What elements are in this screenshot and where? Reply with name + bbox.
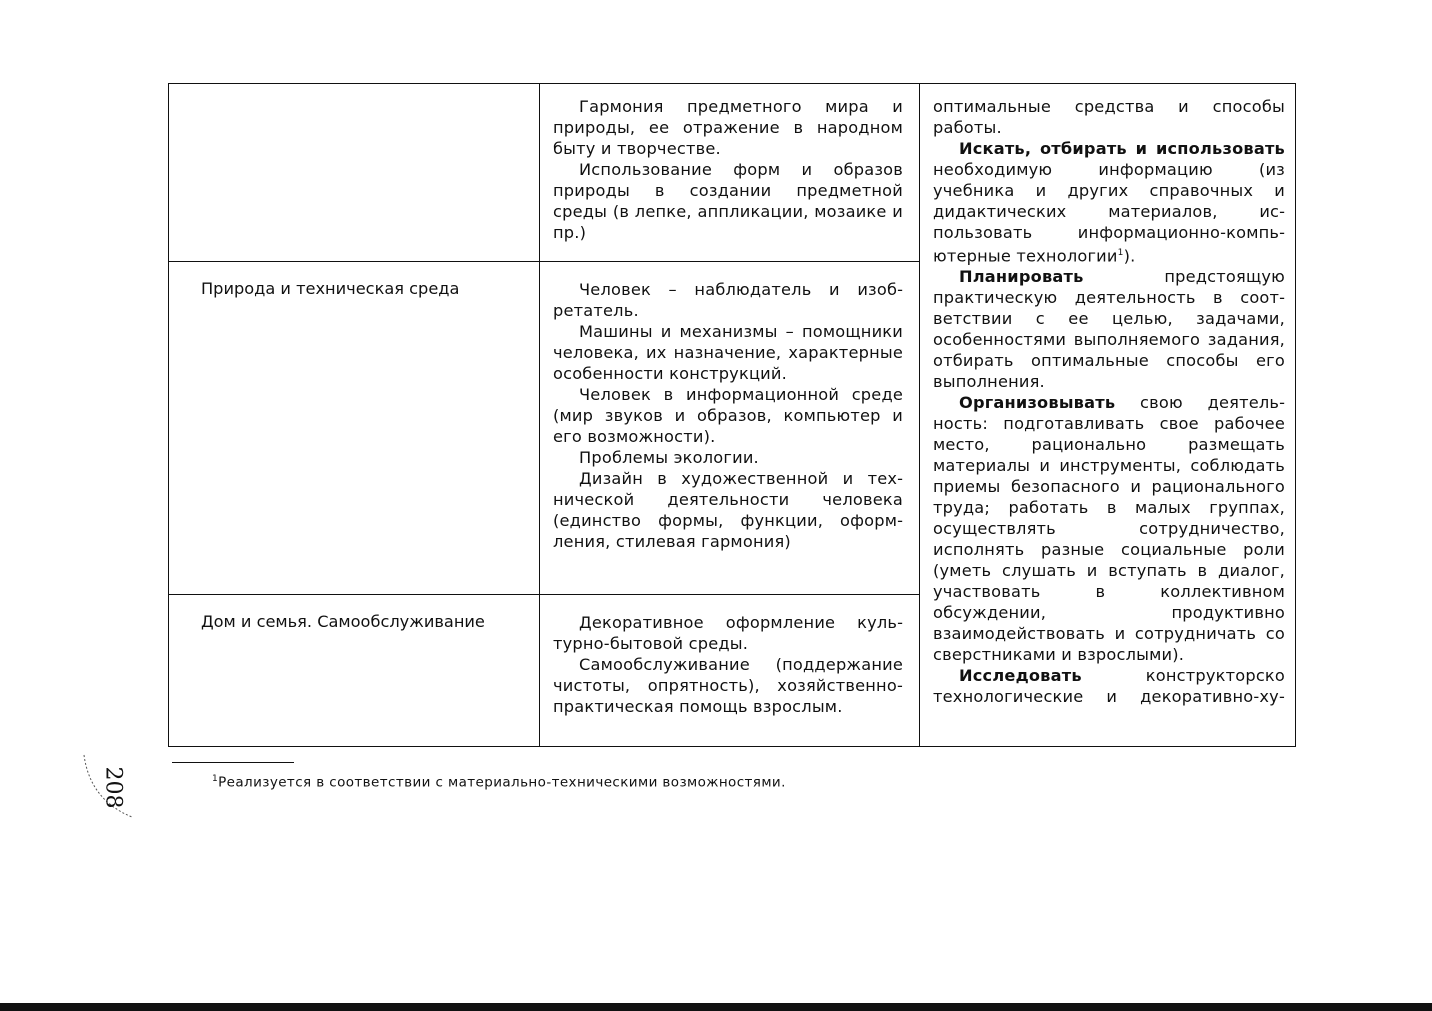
activity-text: конструкторско технологические и декоративно-ху- (933, 666, 1285, 707)
row-2-topic: Природа и техническая среда (201, 279, 460, 298)
activities-column (933, 96, 1285, 707)
row-2-content (553, 279, 903, 552)
content-paragraph: Человек – наблюдатель и изобретатель. (553, 280, 903, 320)
activity-text: свою деятельность: подготавливать свое рабочее место, рационально размещать материалы и инструменты, соблюдать приемы безопасного и рационального труда; работать в малых группах, осуществлять сотрудничество, исполнять разные социальные роли (уметь слушать и вступать в диалог, участвовать в коллективном обсуждении, продуктивно взаимодействовать и сотрудничать со сверстниками и взрослыми). (933, 393, 1285, 665)
footnote (212, 774, 786, 791)
footnote-text: Реализуется в соответствии с материально-техническими возможностями. (218, 774, 786, 791)
activity-paragraph (933, 665, 1285, 707)
content-paragraph: Дизайн в художественной и технической деятельности человека (единство формы, функции, оформления, стилевая гармония) (553, 469, 903, 551)
content-paragraph: Машины и механизмы – помощники человека, их назначение, характерные особенности конструкций. (553, 322, 903, 383)
content-paragraph: Гармония предметного мира и природы, ее отражение в народном быту и творчестве. (553, 97, 903, 158)
row-divider-1 (169, 261, 920, 262)
column-divider-1 (539, 84, 540, 746)
content-paragraph: Самообслуживание (поддержание чистоты, опрятность), хозяйственно-практическая помощь взрослым. (553, 655, 903, 716)
activity-paragraph: оптимальные средства и способы работы. (933, 97, 1285, 137)
row-3-topic: Дом и семья. Самообслуживание (201, 612, 485, 631)
footnote-mark: 1 (212, 774, 219, 784)
content-paragraph: Проблемы экологии. (579, 448, 759, 467)
activity-text: предстоящую практическую деятельность в соответствии с ее целью, задачами, особенностями выполняемого задания, отбирать оптимальные способы его выполнения. (933, 267, 1285, 392)
row-divider-2 (169, 594, 920, 595)
scan-edge (0, 1003, 1432, 1011)
activity-verb: Искать, отбирать и использовать (959, 139, 1285, 158)
row-3-content (553, 612, 903, 717)
content-paragraph: Декоративное оформление культурно-бытовой среды. (553, 613, 903, 653)
page-number: 208 (100, 766, 126, 809)
activity-paragraph (933, 266, 1285, 392)
activity-text-end: ). (1123, 246, 1136, 266)
activity-text: необходимую информацию (из учебника и других справочных и дидактических материалов, использовать информационно-компьютерные технологии (933, 160, 1285, 266)
activity-paragraph (933, 392, 1285, 665)
content-paragraph: Использование форм и образов природы в создании предметной среды (в лепке, аппликации, мозаике и пр.) (553, 160, 903, 242)
row-1-content (553, 96, 903, 243)
activity-verb: Планировать (959, 267, 1084, 287)
footnote-rule (172, 762, 294, 763)
curriculum-table (168, 83, 1296, 747)
footnote-ref[interactable]: 1 (1117, 248, 1124, 258)
column-divider-2 (919, 84, 920, 746)
activity-paragraph (933, 138, 1285, 266)
activity-verb: Исследовать (959, 666, 1082, 686)
activity-verb: Организовывать (959, 393, 1116, 413)
content-paragraph: Человек в информационной среде (мир звуков и образов, компьютер и его возможности). (553, 385, 903, 446)
